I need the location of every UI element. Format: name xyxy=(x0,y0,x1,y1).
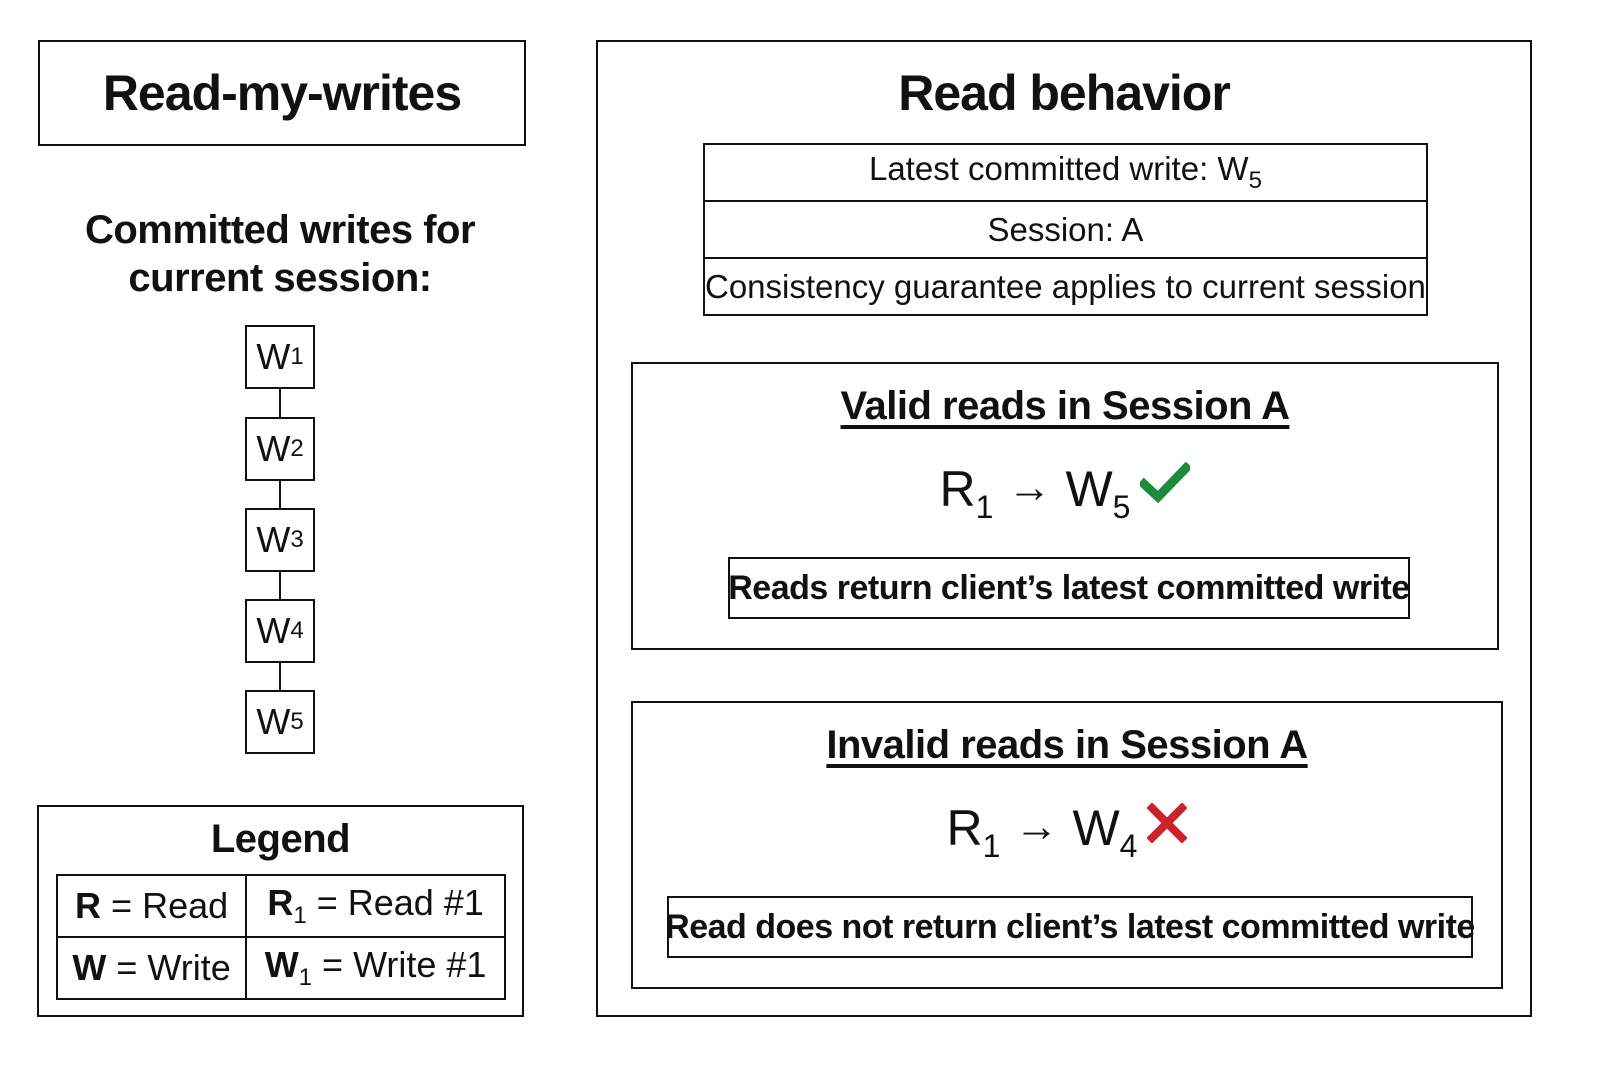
legend-box xyxy=(37,805,524,1017)
valid-read-note: Reads return client’s latest committed write xyxy=(728,557,1410,619)
arrow-icon: → xyxy=(1014,802,1059,851)
legend-table xyxy=(56,874,506,1000)
checkmark-icon xyxy=(1140,458,1190,516)
valid-read-formula: $R_1 \to W_5$ xyxy=(633,460,1497,526)
legend-cell-write-1: $W_1$ = Write #1 xyxy=(246,937,505,999)
committed-writes-heading xyxy=(40,206,520,302)
write-node-w2: W 2 xyxy=(245,417,315,481)
committed-heading-line1: Committed writes for xyxy=(84,208,476,252)
latest-committed-write: Latest committed write: $W_5$ xyxy=(704,144,1427,201)
invalid-read-formula: $R_1 \to W_4$ xyxy=(633,799,1501,865)
write-node-w5: W 5 xyxy=(245,690,315,754)
invalid-read-note: Read does not return client’s latest committed write xyxy=(667,896,1473,958)
session-label: Session: A xyxy=(704,201,1427,258)
read-behavior-title: Read behavior xyxy=(898,65,1230,121)
legend-cell-read-1: $R_1$ = Read #1 xyxy=(246,875,505,937)
chain-connector xyxy=(279,572,281,600)
legend-cell-write: W = Write xyxy=(57,937,246,999)
chain-connector xyxy=(279,481,281,509)
legend-cell-read: R = Read xyxy=(57,875,246,937)
chain-connector xyxy=(279,663,281,691)
invalid-reads-heading: Invalid reads in Session A xyxy=(826,723,1308,767)
arrow-icon: → xyxy=(1007,463,1052,512)
write-node-w1: W 1 xyxy=(245,325,315,389)
write-node-w3: W 3 xyxy=(245,508,315,572)
valid-reads-heading: Valid reads in Session A xyxy=(840,384,1290,428)
chain-connector xyxy=(279,389,281,417)
cross-icon xyxy=(1147,797,1187,855)
consistency-guarantee: Consistency guarantee applies to current session xyxy=(704,258,1427,315)
legend-title: Legend xyxy=(210,817,351,861)
diagram-title: Read-my-writes xyxy=(102,65,462,121)
title-box xyxy=(38,40,526,146)
valid-reads-box xyxy=(631,362,1499,650)
committed-heading-line2: current session: xyxy=(128,256,432,300)
write-node-w4: W 4 xyxy=(245,599,315,663)
read-info-table xyxy=(703,143,1428,316)
invalid-reads-box xyxy=(631,701,1503,989)
read-behavior-panel xyxy=(596,40,1532,1017)
